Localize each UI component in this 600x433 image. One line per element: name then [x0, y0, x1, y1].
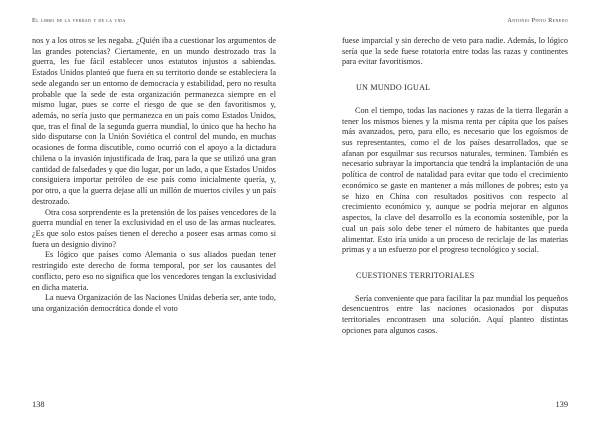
- left-body-text: [32, 36, 276, 315]
- paragraph: Con el tiempo, todas las naciones y razas de la tierra llegarán a tener los mismos bienes y la misma renta per cápita que los países más avanzados, pero, para ello, es necesario que los egoísmos de sus representantes, como el de los países desarrollados, que se afanan por esquilmar sus recursos naturales, terminen. También es necesario subrayar la importancia que tendrá la implantación de una política de control de natalidad para evitar que todo el crecimiento económico se gaste en mantener a más millones de pobres; esto ya se hizo en China con resultados positivos con respecto al crecimiento económico y, aunque se podría mejorar en algunos aspectos, la clave del desarrollo es la economía sostenible, por la cual un país solo debe tener el número de habitantes que pueda alimentar. Esto iría unido a un proceso de reciclaje de las materias primas y a un esfuerzo por el progreso tecnológico y social.: [342, 105, 568, 255]
- left-running-head: El libro de la verdad y de la vida: [32, 17, 126, 24]
- paragraph: Sería conveniente que para facilitar la paz mundial los pequeños desencuentros entre las naciones ocasionados por disputas territoriales encontrasen una solución. Aquí planteo distintas opciones para algunos casos.: [342, 293, 568, 335]
- paragraph: nos y a los otros se les negaba. ¿Quién iba a cuestionar los argumentos de las grandes potencias? Ciertamente, en un mundo destrozado tras la guerra, les fue fácil establecer unos estatutos injustos a sabiendas. Estados Unidos planteó que fuera en su territorio donde se estableciera la sede alegando ser un entorno de democracia y estabilidad, pero no resulta probable que la sede de esta organización permanezca siempre en el mismo lugar, pues se corre el riesgo de que se den favoritismos y, además, no sería justo que permanezca en un país como Estados Unidos, que, tras el final de la segunda guerra mundial, lo único que ha hecho ha sido disputarse con la Unión Soviética el control del mundo, en muchas ocasiones de forma discutible, como ocurrió con el apoyo a la dictadura chilena o la invasión injustificada de Iraq, para la que se utilizó una gran cantidad de falsedades y que dio lugar, por un lado, a que Estados Unidos consiguiera importar petróleo de ese país como inicialmente quería, y, por otro, a que la guerra dejase allí un millón de muertos civiles y un país destrozado.: [32, 36, 276, 206]
- right-page: [300, 0, 600, 433]
- section-heading-un-mundo-igual: UN MUNDO IGUAL: [356, 83, 431, 93]
- paragraph: fuese imparcial y sin derecho de veto para nadie. Además, lo lógico sería que la sede fuese rotatoria entre todas las razas y continentes para evitar favoritismos.: [342, 36, 568, 67]
- right-body-text: [342, 36, 568, 337]
- paragraph: Es lógico que países como Alemania o sus aliados puedan tener restringido este derecho de forma temporal, por ser los causantes del conflicto, pero eso no significa que los vencedores tengan la exclusividad en dicha materia.: [32, 250, 276, 292]
- paragraph: La nueva Organización de las Naciones Unidas debería ser, ante todo, una organización democrática donde el voto: [32, 293, 276, 313]
- right-running-head: Antonio Pinto Renedo: [507, 17, 568, 24]
- left-page-number: 138: [32, 400, 45, 409]
- section-heading-cuestiones-territoriales: CUESTIONES TERRITORIALES: [356, 270, 475, 280]
- right-page-number: 139: [555, 400, 568, 409]
- paragraph: Otra cosa sorprendente es la pretensión de los países vencedores de la guerra mundial en tener la exclusividad en el uso de las armas nucleares. ¿Es que solo estos países tienen el derecho a poseer esas armas como si fuera un designio divino?: [32, 207, 276, 249]
